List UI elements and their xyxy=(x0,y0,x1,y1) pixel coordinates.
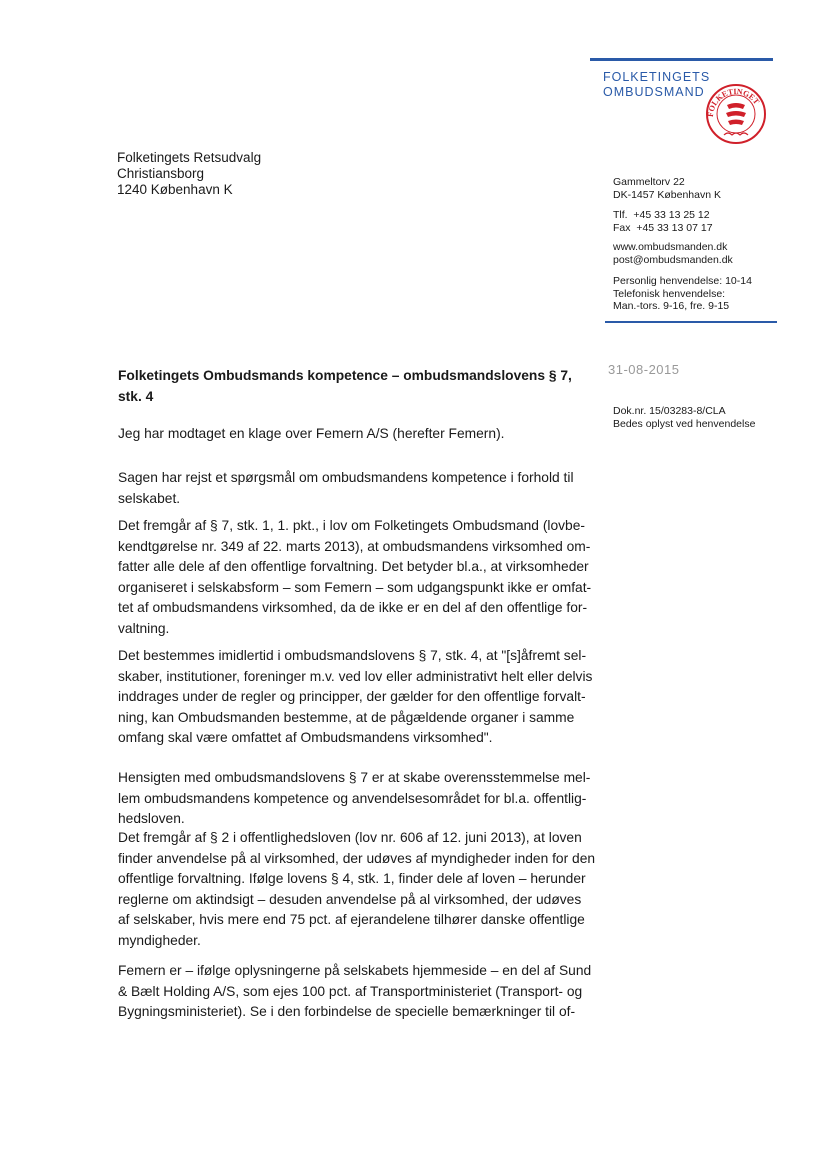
fax: Fax +45 33 13 07 17 xyxy=(613,221,713,234)
title-line: Folketingets Ombudsmands kompetence – ombudsmandslovens § 7, xyxy=(118,368,572,383)
recipient-address xyxy=(117,150,261,198)
hours-line: Telefonisk henvendelse: xyxy=(613,287,726,300)
email-link[interactable]: post@ombudsmanden.dk xyxy=(613,253,733,266)
paragraph-line: Bygningsministeriet). Se i den forbindelse de specielle bemærkninger til of- xyxy=(118,1004,576,1019)
paragraph-5 xyxy=(118,768,598,830)
paragraph-line: hedsloven. xyxy=(118,811,185,826)
paragraph-7 xyxy=(118,961,598,1023)
website-link[interactable]: www.ombudsmanden.dk xyxy=(613,241,728,253)
paragraph-line: organiseret i selskabsform – som Femern – som udgangspunkt ikke er omfat- xyxy=(118,579,592,595)
address-line: DK-1457 København K xyxy=(613,188,721,201)
paragraph-line: skaber, institutioner, foreninger m.v. ved lov eller administrativt helt eller delvis xyxy=(118,668,593,684)
folketinget-seal-icon xyxy=(705,83,767,145)
paragraph-line: Hensigten med ombudsmandslovens § 7 er at skabe overensstemmelse mel- xyxy=(118,770,591,785)
phone-block xyxy=(613,209,713,234)
paragraph-line: finder anvendelse på al virksomhed, der udøves af myndigheder inden for den xyxy=(118,850,596,866)
logo-line-2: OMBUDSMAND xyxy=(603,85,705,99)
recipient-line: Folketingets Retsudvalg xyxy=(117,150,262,165)
hours-line: Man.-tors. 9-16, fre. 9-15 xyxy=(613,300,730,312)
paragraph-line: & Bælt Holding A/S, som ejes 100 pct. af Transportministeriet (Transport- og xyxy=(118,983,583,999)
document-reference xyxy=(613,405,755,430)
paragraph-line: af selskaber, hvis mere end 75 pct. af ejerandelene tilhører danske offentlige xyxy=(118,912,585,927)
paragraph-line: lem ombudsmandens kompetence og anvendelsesområdet for bl.a. offentlig- xyxy=(118,790,587,806)
paragraph-line: Det bestemmes imidlertid i ombudsmandslovens § 7, stk. 4, at "[s]åfremt sel- xyxy=(118,648,587,663)
recipient-line: 1240 København K xyxy=(117,182,233,197)
svg-text:FOLKETINGET: FOLKETINGET xyxy=(705,86,762,118)
paragraph-line: Det fremgår af § 7, stk. 1, 1. pkt., i lov om Folketingets Ombudsmand (lovbe- xyxy=(118,518,585,533)
paragraph-line: tet af ombudsmandens virksomhed, da de ikke er en del af den offentlige for- xyxy=(118,600,588,615)
ombudsman-logo xyxy=(603,70,710,100)
paragraph-6 xyxy=(118,828,598,951)
paragraph-line: inddrages under de regler og principper, der gælder for den offentlige forvalt- xyxy=(118,689,586,704)
logo-line-1: FOLKETINGETS xyxy=(603,70,711,84)
paragraph-line: Femern er – ifølge oplysningerne på selskabets hjemmeside – en del af Sund xyxy=(118,963,592,978)
letter-title xyxy=(118,366,598,407)
paragraph-line: Jeg har modtaget en klage over Femern A/S (herefter Femern). xyxy=(118,426,505,441)
doc-number: Dok.nr. 15/03283-8/CLA xyxy=(613,405,726,417)
address-line: Gammeltorv 22 xyxy=(613,176,685,188)
recipient-line: Christiansborg xyxy=(117,166,205,181)
doc-note: Bedes oplyst ved henvendelse xyxy=(613,417,756,430)
paragraph-line: offentlige forvaltning. Ifølge lovens § 4, stk. 1, finder dele af loven – herunder xyxy=(118,871,586,886)
hours-line: Personlig henvendelse: 10-14 xyxy=(613,275,752,287)
paragraph-line: ning, kan Ombudsmanden bestemme, at de pågældende organer i samme xyxy=(118,709,575,725)
paragraph-line: fatter alle dele af den offentlige forvaltning. Det betyder bl.a., at virksomheder xyxy=(118,559,589,574)
phone: Tlf. +45 33 13 25 12 xyxy=(613,209,710,221)
paragraph-line: valtning. xyxy=(118,620,170,636)
web-block xyxy=(613,241,733,266)
paragraph-4 xyxy=(118,646,598,749)
sidebar-rule xyxy=(605,321,777,323)
sender-address xyxy=(613,176,721,201)
paragraph-2 xyxy=(118,468,598,509)
paragraph-line: selskabet. xyxy=(118,490,181,506)
title-line: stk. 4 xyxy=(118,388,154,404)
paragraph-1 xyxy=(118,424,598,445)
paragraph-line: kendtgørelse nr. 349 af 22. marts 2013), at ombudsmandens virksomhed om- xyxy=(118,538,591,554)
paragraph-line: Det fremgår af § 2 i offentlighedsloven (lov nr. 606 af 12. juni 2013), at loven xyxy=(118,830,582,845)
paragraph-line: myndigheder. xyxy=(118,932,201,948)
paragraph-line: reglerne om aktindsigt – desuden anvendelse på al virksomhed, der udøves xyxy=(118,891,582,907)
paragraph-3 xyxy=(118,516,598,639)
hours-block xyxy=(613,275,752,313)
paragraph-line: Sagen har rejst et spørgsmål om ombudsmandens kompetence i forhold til xyxy=(118,470,574,485)
paragraph-line: omfang skal være omfattet af Ombudsmandens virksomhed". xyxy=(118,730,493,745)
header-rule xyxy=(590,58,773,61)
letter-date: 31-08-2015 xyxy=(608,362,680,377)
